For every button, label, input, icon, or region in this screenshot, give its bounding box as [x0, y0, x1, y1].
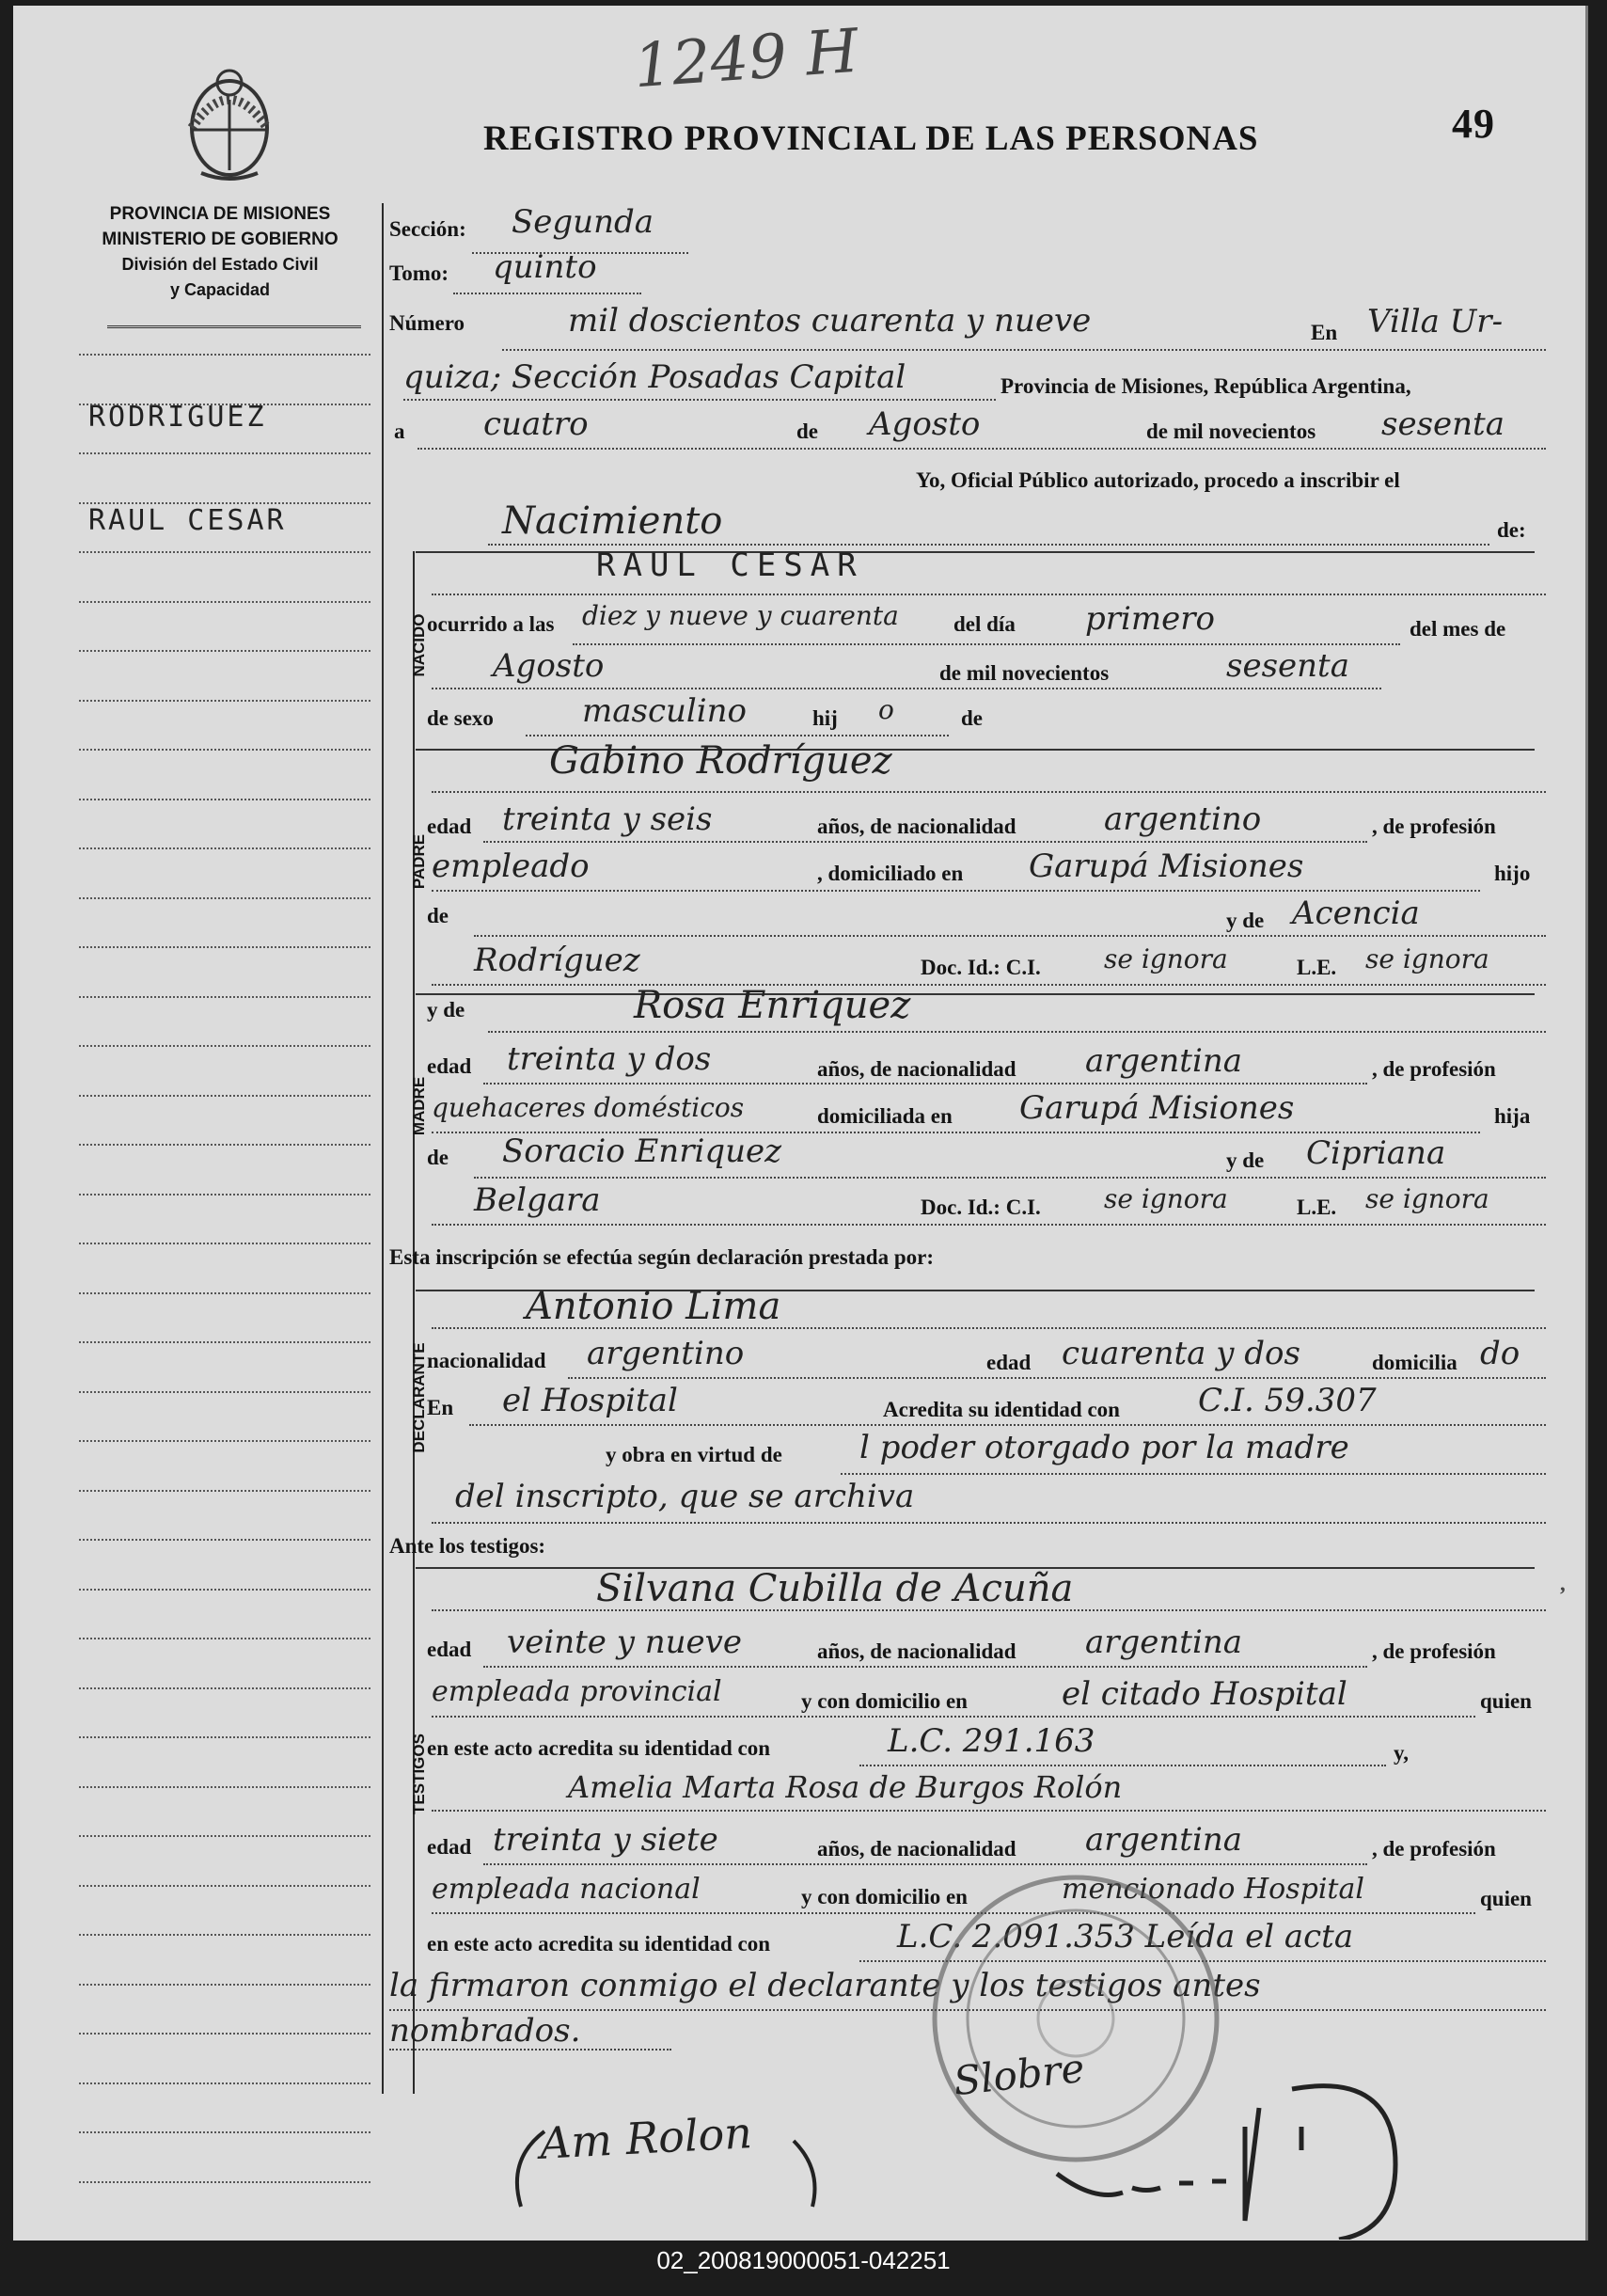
label-hij: hij — [812, 706, 838, 730]
label-padre-doc: Doc. Id.: C.I. — [921, 956, 1041, 979]
margin-rule — [79, 1835, 370, 1837]
rule-madre — [416, 993, 1535, 995]
margin-rule — [79, 700, 370, 702]
value-madre-nombre: Rosa Enriquez — [634, 984, 911, 1027]
value-tomo: quinto — [493, 248, 597, 286]
line-numero — [502, 349, 1546, 351]
margin-rule — [79, 601, 370, 603]
margin-rule — [79, 2131, 370, 2133]
margin-rule — [79, 2082, 370, 2084]
line-declarante-nac — [568, 1377, 1546, 1379]
value-padre-nombre: Gabino Rodríguez — [549, 739, 892, 783]
margin-rule — [79, 749, 370, 751]
label-provincia: Provincia de Misiones, República Argentina, — [1000, 374, 1411, 398]
label-tomo: Tomo: — [389, 261, 449, 285]
margin-rule — [79, 1589, 370, 1591]
line-padre-nombre — [432, 791, 1546, 793]
line-acto — [488, 544, 1489, 546]
margin-rule — [79, 650, 370, 652]
line-padre-doc — [432, 984, 1546, 986]
margin-rule — [79, 1984, 370, 1986]
edge-mark: , — [1560, 1572, 1566, 1595]
margin-surname: RODRIGUEZ — [88, 401, 267, 434]
value-dia: primero — [1085, 600, 1215, 638]
label-declarante-edad: edad — [986, 1351, 1032, 1374]
ministry-name: MINISTERIO DE GOBIERNO — [102, 230, 339, 249]
line-t1-edad — [483, 1666, 1367, 1668]
value-t1-nombre: Silvana Cubilla de Acuña — [596, 1567, 1074, 1610]
margin-rule — [79, 1095, 370, 1097]
value-numero: mil doscientos cuarenta y nueve — [568, 302, 1092, 340]
margin-rule — [79, 1391, 370, 1393]
archive-number: 1249 H — [631, 16, 861, 103]
margin-given-names: RAUL CESAR — [88, 504, 287, 537]
value-t1-nac: argentina — [1085, 1623, 1243, 1661]
section-divider — [413, 551, 415, 2094]
value-lugar-1: Villa Ur- — [1367, 303, 1504, 340]
margin-rule — [79, 1045, 370, 1047]
label-seccion: Sección: — [389, 217, 466, 241]
value-padre-le: se ignora — [1365, 943, 1489, 974]
value-madre-nac: argentina — [1085, 1042, 1243, 1080]
value-madre-prof: quehaceres domésticos — [432, 1092, 745, 1123]
signature-declarante: Am Rolon — [538, 2107, 754, 2169]
line-cierre-2 — [389, 2049, 671, 2051]
margin-rule — [79, 1490, 370, 1492]
value-poder-1: l poder otorgado por la madre — [859, 1429, 1349, 1466]
label-madre-yde: y de — [427, 998, 465, 1021]
label-madre-prof: , de profesión — [1372, 1057, 1496, 1081]
register-page — [13, 6, 1588, 2241]
value-t1-doc: L.C. 291.163 — [888, 1722, 1095, 1760]
label-declarante-dom: domicilia — [1372, 1351, 1457, 1374]
label-de-mes: de — [796, 420, 818, 443]
margin-rule — [79, 1144, 370, 1146]
label-t2-dom: y con domicilio en — [801, 1885, 968, 1908]
value-madre-madre-1: Cipriana — [1306, 1134, 1446, 1172]
line-declarante-nombre — [432, 1327, 1546, 1329]
value-mes-acta: Agosto — [869, 405, 981, 443]
margin-rule — [79, 897, 370, 899]
value-madre-ci: se ignora — [1104, 1183, 1228, 1214]
rule-nacido — [416, 551, 1535, 553]
header-rule — [107, 325, 361, 328]
label-madre-doc: Doc. Id.: C.I. — [921, 1196, 1041, 1219]
label-padre-prof: , de profesión — [1372, 815, 1496, 838]
page-title: REGISTRO PROVINCIAL DE LAS PERSONAS — [483, 119, 1259, 158]
label-madre-nac: años, de nacionalidad — [817, 1057, 1016, 1081]
label-de-colon: de: — [1497, 518, 1526, 542]
value-seccion: Segunda — [512, 203, 654, 241]
line-madre-de — [474, 1177, 1546, 1179]
margin-rule — [79, 1786, 370, 1788]
value-madre-dom: Garupá Misiones — [1019, 1089, 1295, 1127]
line-madre-doc — [432, 1224, 1546, 1226]
margin-rule — [79, 847, 370, 849]
value-hij-suffix: o — [878, 694, 894, 725]
section-label-nacido: NACIDO — [410, 613, 428, 677]
value-padre-ci: se ignora — [1104, 943, 1228, 974]
section-label-padre: PADRE — [410, 833, 428, 890]
line-sexo — [526, 735, 949, 736]
label-padre-dom: , domiciliado en — [817, 862, 964, 885]
line-poder-1 — [841, 1473, 1546, 1475]
value-anio: sesenta — [1226, 647, 1349, 685]
line-madre-nombre — [488, 1031, 1546, 1033]
value-t2-dom: mencionado Hospital — [1062, 1873, 1364, 1906]
label-oficial: Yo, Oficial Público autorizado, procedo a inscribir el — [916, 468, 1400, 492]
margin-rule — [79, 2033, 370, 2035]
label-de-mil: de mil novecientos — [1146, 420, 1316, 443]
margin-rule — [79, 404, 370, 405]
label-padre-nac: años, de nacionalidad — [817, 815, 1016, 838]
margin-rule — [79, 1687, 370, 1689]
value-t2-doc: L.C. 2.091.353 Leída el acta — [897, 1918, 1354, 1956]
label-declarante-nac: nacionalidad — [427, 1349, 546, 1372]
line-lugar — [403, 399, 996, 401]
value-mes: Agosto — [493, 647, 605, 685]
section-label-madre: MADRE — [410, 1076, 428, 1136]
value-t2-edad: treinta y siete — [493, 1821, 718, 1859]
value-padre-nac: argentino — [1104, 800, 1262, 838]
coat-of-arms-icon — [173, 62, 286, 184]
value-declarante-nombre: Antonio Lima — [526, 1285, 781, 1328]
value-padre-dom: Garupá Misiones — [1029, 847, 1304, 885]
division-name: División del Estado Civil — [121, 255, 319, 274]
value-cierre-1: la firmaron conmigo el declarante y los testigos antes — [389, 1967, 1261, 2004]
margin-rule — [79, 2181, 370, 2183]
line-fecha-acta — [418, 448, 1546, 450]
value-declarante-nac: argentino — [587, 1335, 745, 1372]
value-poder-2: del inscripto, que se archiva — [455, 1478, 915, 1515]
margin-rule — [79, 1638, 370, 1639]
line-padre-edad — [483, 841, 1367, 843]
margin-rule — [79, 1440, 370, 1442]
value-t1-dom: el citado Hospital — [1062, 1675, 1347, 1713]
line-tomo — [453, 293, 641, 294]
label-madre-edad: edad — [427, 1054, 472, 1078]
value-acto: Nacimiento — [502, 499, 723, 543]
label-t1-edad: edad — [427, 1638, 472, 1661]
value-madre-padre: Soracio Enriquez — [502, 1132, 782, 1170]
label-padre-yde: y de — [1226, 909, 1265, 932]
label-padre-le: L.E. — [1297, 956, 1337, 979]
value-madre-edad: treinta y dos — [507, 1040, 712, 1078]
label-numero: Número — [389, 311, 465, 335]
line-t1-doc — [859, 1765, 1386, 1766]
margin-rule — [79, 1736, 370, 1738]
label-ocurrido: ocurrido a las — [427, 612, 555, 636]
line-mes — [432, 688, 1381, 689]
signature-scribble-2-icon — [512, 2103, 925, 2216]
margin-rule — [79, 996, 370, 998]
margin-rule — [79, 1243, 370, 1244]
label-ante: Ante los testigos: — [389, 1534, 546, 1558]
line-ocurrido — [573, 643, 1400, 645]
label-padre-edad: edad — [427, 815, 472, 838]
value-madre-madre-2: Belgara — [474, 1181, 601, 1219]
value-declarante-edad: cuarenta y dos — [1062, 1335, 1300, 1372]
label-del-mes: del mes de — [1410, 617, 1506, 641]
value-padre-prof: empleado — [432, 847, 590, 885]
signature-official: Slobre — [951, 2044, 1087, 2105]
label-hija: hija — [1494, 1104, 1531, 1128]
value-t1-edad: veinte y nueve — [507, 1623, 742, 1661]
value-lugar-2: quiza; Sección Posadas Capital — [403, 358, 906, 396]
label-del-dia: del día — [953, 612, 1016, 636]
section-label-declarante: DECLARANTE — [410, 1342, 428, 1453]
label-madre-yde-2: y de — [1226, 1148, 1265, 1172]
label-y-comma: y, — [1394, 1741, 1409, 1765]
image-caption: 02_200819000051-042251 — [656, 2246, 951, 2274]
label-padre-de: de — [427, 904, 449, 927]
label-t2-acto: en este acto acredita su identidad con — [427, 1932, 771, 1956]
label-inscripcion: Esta inscripción se efectúa según declaración prestada por: — [389, 1245, 935, 1269]
line-nombre — [432, 594, 1546, 595]
folio-number: 49 — [1452, 101, 1495, 147]
line-t1-prof — [432, 1716, 1475, 1718]
label-sexo: de sexo — [427, 706, 494, 730]
value-nombre-inscripto: RAUL CESAR — [596, 546, 864, 584]
value-t2-nombre: Amelia Marta Rosa de Burgos Rolón — [568, 1769, 1123, 1805]
label-de-mil-2: de mil novecientos — [939, 661, 1110, 685]
label-t1-dom: y con domicilio en — [801, 1689, 968, 1713]
line-madre-edad — [483, 1083, 1367, 1085]
line-t2-nombre — [432, 1810, 1546, 1812]
label-madre-de: de — [427, 1146, 449, 1169]
margin-rule — [79, 1539, 370, 1541]
label-declarante-en: En — [427, 1396, 454, 1419]
value-cierre-2: nombrados. — [389, 2012, 581, 2050]
line-t1-nombre — [432, 1609, 1546, 1611]
value-sexo: masculino — [582, 692, 748, 730]
value-hora: diez y nueve y cuarenta — [582, 600, 899, 631]
label-a: a — [394, 420, 405, 443]
label-t2-prof: , de profesión — [1372, 1837, 1496, 1861]
value-dia-acta: cuatro — [483, 405, 589, 443]
value-madre-le: se ignora — [1365, 1183, 1489, 1214]
issuer-block — [70, 201, 370, 303]
margin-rule — [79, 799, 370, 800]
value-t2-nac: argentina — [1085, 1821, 1243, 1859]
label-madre-le: L.E. — [1297, 1196, 1337, 1219]
signature-scribble-icon — [991, 2051, 1518, 2240]
line-poder-2 — [432, 1522, 1546, 1524]
value-declarante-dom-1: do — [1480, 1335, 1520, 1372]
margin-rule — [79, 1341, 370, 1343]
value-t2-prof: empleada nacional — [432, 1873, 701, 1906]
label-de-padres: de — [961, 706, 983, 730]
margin-rule — [79, 452, 370, 454]
margin-rule — [79, 354, 370, 356]
margin-rule — [79, 1885, 370, 1887]
line-padre-prof — [432, 890, 1480, 892]
label-t1-prof: , de profesión — [1372, 1639, 1496, 1663]
division-name-2: y Capacidad — [169, 280, 271, 299]
label-t2-nac: años, de nacionalidad — [817, 1837, 1016, 1861]
label-t1-quien: quien — [1480, 1689, 1532, 1713]
value-declarante-dom-2: el Hospital — [502, 1382, 678, 1419]
value-declarante-doc: C.I. 59.307 — [1198, 1382, 1377, 1419]
line-padre-de — [474, 935, 1546, 937]
label-madre-dom: domiciliada en — [817, 1104, 953, 1128]
margin-rule — [79, 1194, 370, 1196]
value-t1-prof: empleada provincial — [432, 1675, 722, 1708]
value-padre-madre-1: Acencia — [1292, 895, 1420, 932]
margin-rule — [79, 1292, 370, 1294]
label-t1-acto: en este acto acredita su identidad con — [427, 1736, 771, 1760]
line-declarante-en — [469, 1424, 1546, 1426]
margin-rule — [79, 946, 370, 948]
label-obra: y obra en virtud de — [606, 1443, 782, 1466]
margin-rule — [79, 551, 370, 553]
margin-rule — [79, 502, 370, 504]
label-t1-nac: años, de nacionalidad — [817, 1639, 1016, 1663]
province-name: PROVINCIA DE MISIONES — [109, 204, 331, 224]
label-t2-quien: quien — [1480, 1887, 1532, 1910]
label-acredita: Acredita su identidad con — [883, 1398, 1120, 1421]
label-en: En — [1311, 321, 1338, 344]
section-label-testigos: TESTIGOS — [410, 1734, 428, 1814]
label-t2-edad: edad — [427, 1835, 472, 1859]
column-divider — [382, 203, 384, 2094]
value-padre-edad: treinta y seis — [502, 800, 713, 838]
margin-rule — [79, 1934, 370, 1936]
value-anio-acta: sesenta — [1381, 405, 1505, 443]
value-padre-madre-2: Rodríguez — [474, 942, 640, 979]
label-hijo: hijo — [1494, 862, 1531, 885]
